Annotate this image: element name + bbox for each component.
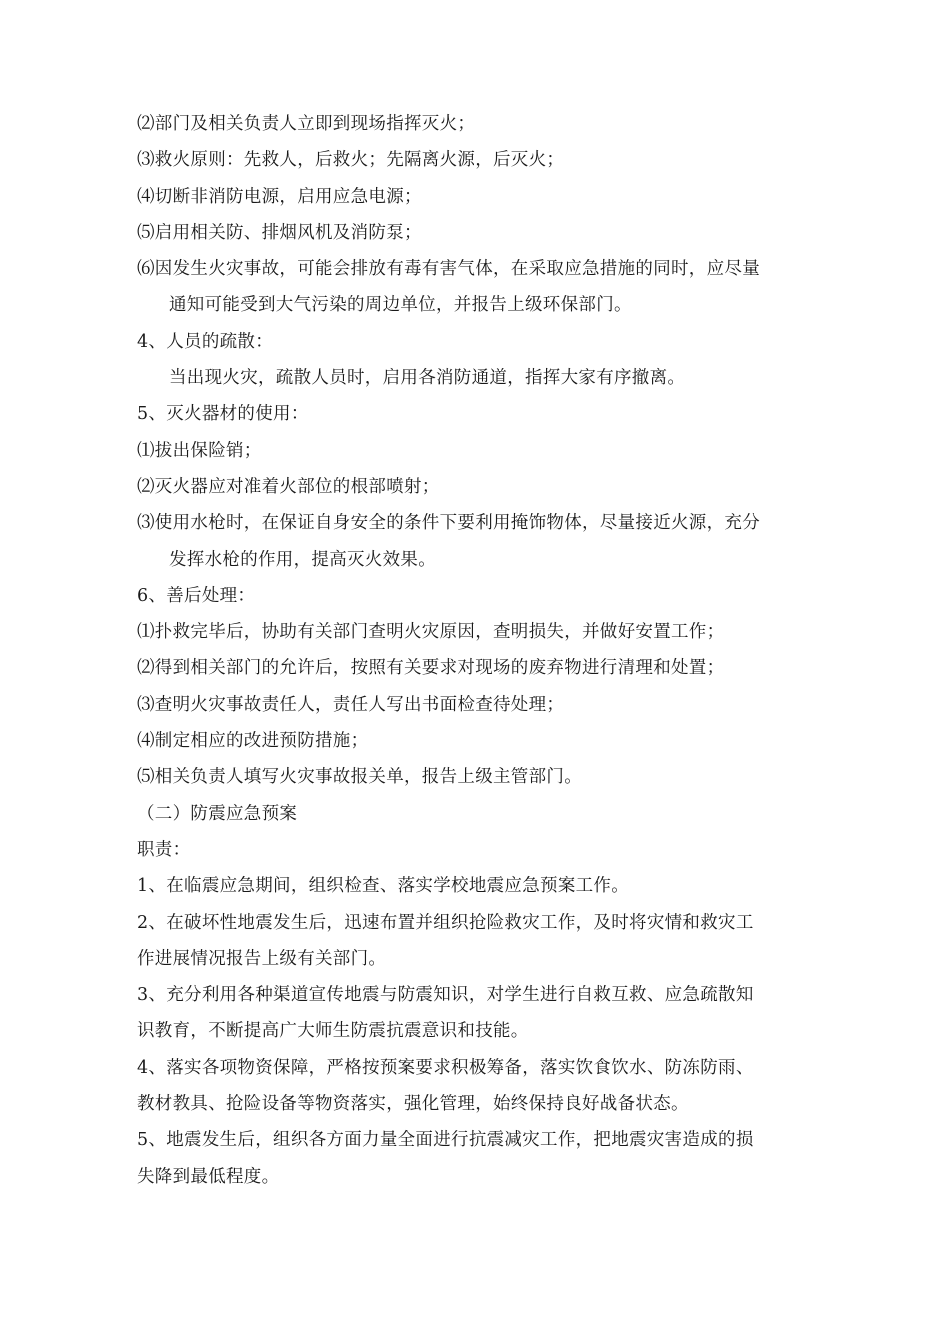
fire-step-6-line-2: 通知可能受到大气污染的周边单位，并报告上级环保部门。 [169, 295, 632, 316]
aftermath-step-1: ⑴扑救完毕后，协助有关部门查明火灾原因，查明损失，并做好安置工作； [137, 622, 725, 643]
duty-5-line-2: 失降到最低程度。 [137, 1166, 280, 1187]
fire-step-6-line-1: ⑹因发生火灾事故，可能会排放有毒有害气体，在采取应急措施的同时，应尽量 [137, 259, 760, 280]
duty-1: 1、在临震应急期间，组织检查、落实学校地震应急预案工作。 [137, 876, 630, 897]
extinguisher-step-1: ⑴拔出保险销； [137, 440, 262, 461]
fire-step-2: ⑵部门及相关负责人立即到现场指挥灭火； [137, 114, 476, 134]
duty-2-line-1: 2、在破坏性地震发生后，迅速布置并组织抢险救灾工作，及时将灾情和救灾工 [137, 912, 754, 933]
duty-5-line-1: 5、地震发生后，组织各方面力量全面进行抗震减灾工作，把地震灾害造成的损 [137, 1130, 754, 1151]
duty-4-line-2: 教材教具、抢险设备等物资落实，强化管理，始终保持良好战备状态。 [137, 1094, 689, 1115]
aftermath-step-5: ⑸相关负责人填写火灾事故报关单，报告上级主管部门。 [137, 767, 582, 788]
aftermath-step-4: ⑷制定相应的改进预防措施； [137, 731, 369, 752]
aftermath-step-3: ⑶查明火灾事故责任人，责任人写出书面检查待处理； [137, 694, 565, 715]
evacuation-text: 当出现火灾，疏散人员时，启用各消防通道，指挥大家有序撤离。 [169, 368, 686, 389]
duty-2-line-2: 作进展情况报告上级有关部门。 [137, 948, 387, 969]
duty-3-line-1: 3、充分利用各种渠道宣传地震与防震知识，对学生进行自救互救、应急疏散知 [137, 985, 754, 1006]
duty-3-line-2: 识教育，不断提高广大师生防震抗震意识和技能。 [137, 1021, 529, 1042]
aftermath-step-2: ⑵得到相关部门的允许后，按照有关要求对现场的废弃物进行清理和处置； [137, 658, 725, 679]
document-body [137, 106, 817, 1195]
duty-label: 职责： [137, 839, 191, 860]
heading-extinguisher-use: 5、灭火器材的使用： [137, 404, 309, 425]
extinguisher-step-2: ⑵灭火器应对准着火部位的根部喷射； [137, 476, 440, 497]
fire-step-3: ⑶救火原则：先救人，后救火；先隔离火源，后灭火； [137, 150, 565, 171]
extinguisher-step-3-line-1: ⑶使用水枪时，在保证自身安全的条件下要利用掩饰物体，尽量接近火源，充分 [137, 513, 760, 534]
heading-evacuation: 4、人员的疏散： [137, 331, 274, 352]
heading-aftermath: 6、善后处理： [137, 585, 256, 606]
section-title-earthquake: （二）防震应急预案 [137, 803, 298, 824]
extinguisher-step-3-line-2: 发挥水枪的作用，提高灭火效果。 [169, 549, 436, 570]
fire-step-4: ⑷切断非消防电源，启用应急电源； [137, 186, 422, 207]
duty-4-line-1: 4、落实各项物资保障，严格按预案要求积极筹备，落实饮食饮水、防冻防雨、 [137, 1057, 754, 1078]
fire-step-5: ⑸启用相关防、排烟风机及消防泵； [137, 222, 422, 243]
